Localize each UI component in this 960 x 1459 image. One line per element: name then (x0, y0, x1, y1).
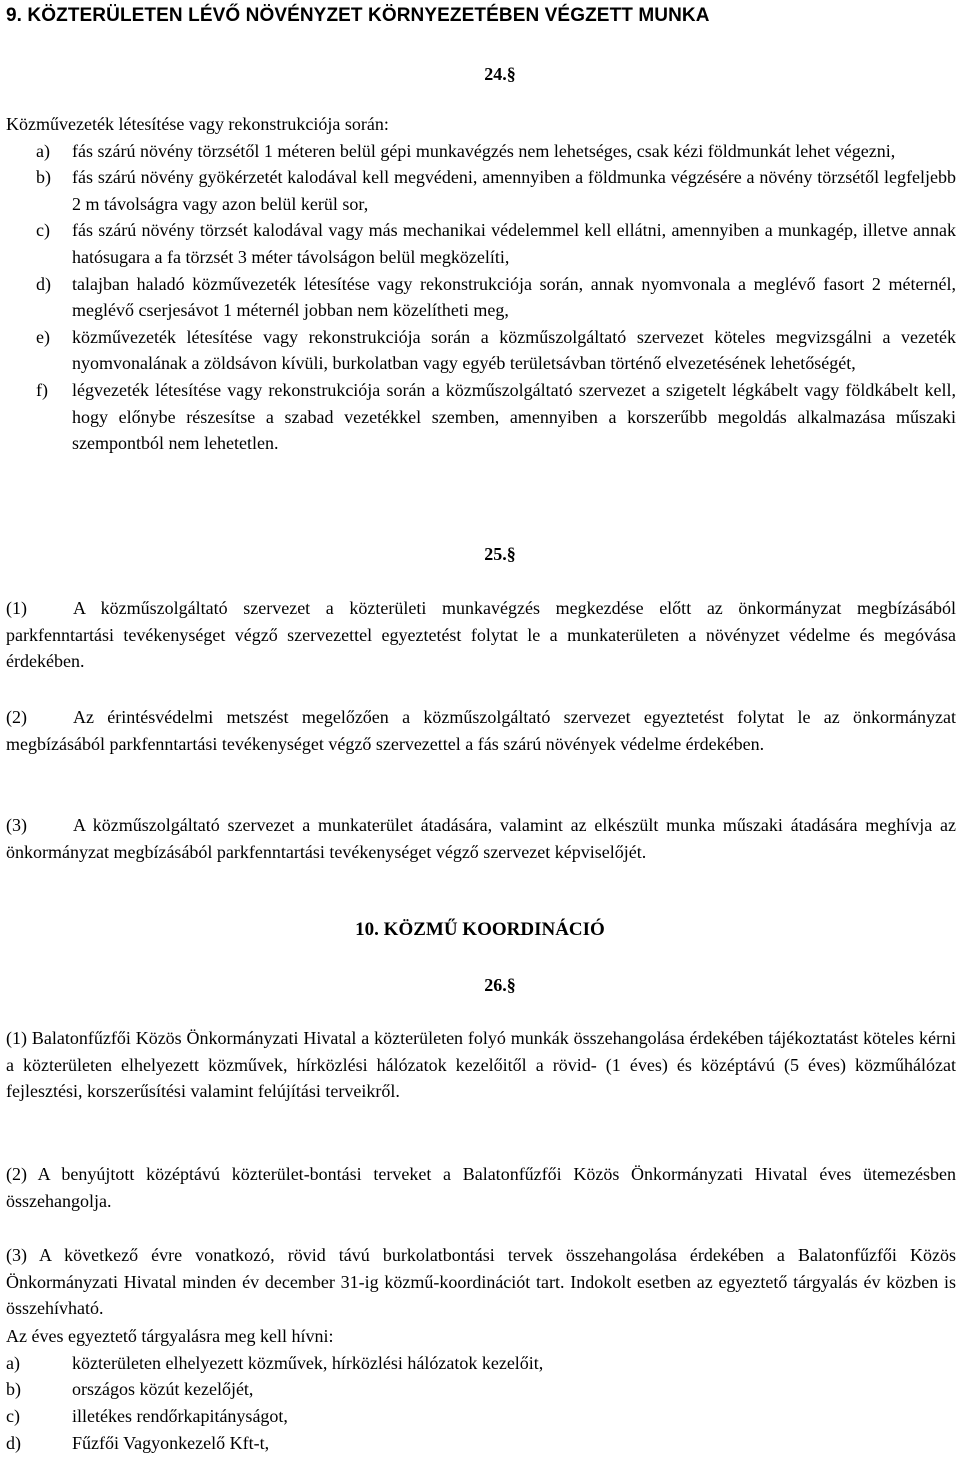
list-item-text: illetékes rendőrkapitányságot, (72, 1406, 288, 1427)
list-item-text: fás szárú növény törzsétől 1 méteren belül gépi munkavégzés nem lehetséges, csak kézi földmunkát lehet végezni, (72, 140, 896, 161)
list-item (6, 1403, 956, 1430)
paragraph-number: (3) (6, 815, 27, 835)
paragraph-number: (2) (6, 707, 27, 727)
section-25-paragraph-2 (6, 704, 956, 757)
list-marker: a) (6, 1352, 20, 1373)
list-item-text: fás szárú növény törzsét kalodával vagy más mechanikai védelemmel kell ellátni, amennyiben a munkagép, illetve annak hatósugara a fa törzsét 3 méter távolságon belül megközelíti, (72, 220, 956, 267)
paragraph-text: A közműszolgáltató szervezet a munkaterület átadására, valamint az elkészült munka műszaki átadására meghívja az önkormányzat megbízásából parkfenntartási tevékenységet végző szervezet képviselőjét. (6, 815, 956, 862)
list-item-text: országos közút kezelőjét, (72, 1379, 254, 1400)
list-item (6, 324, 956, 377)
list-item (6, 138, 956, 165)
list-item (6, 377, 956, 457)
section-25-number: 25.§ (484, 544, 516, 564)
section-24-number: 24.§ (484, 64, 516, 84)
section-24-body (6, 111, 956, 457)
list-marker: d) (36, 273, 51, 294)
list-item-text: talajban haladó közművezeték létesítése vagy rekonstrukciója során, annak nyomvonala a meglévő fasort 2 méternél, meglévő cserjesávot 1 méternél jobban nem közelítheti meg, (72, 273, 956, 321)
chapter-9-heading: 9. KÖZTERÜLETEN LÉVŐ NÖVÉNYZET KÖRNYEZETÉBEN VÉGZETT MUNKA (6, 5, 710, 26)
list-item (6, 1430, 956, 1457)
list-item-text: közművezeték létesítése vagy rekonstrukciója során a közműszolgáltató szervezet köteles megvizsgálni a vezeték nyomvonalának a zöldsávon kívüli, burkolatban vagy egyéb területsávban történő elvezetésének lehetőségét, (72, 326, 956, 374)
section-26-paragraph-2: (2) A benyújtott középtávú közterület-bontási terveket a Balatonfűzfői Közös Önkormányzati Hivatal éves ütemezésben összehangolja. (6, 1164, 956, 1211)
list-marker: d) (6, 1432, 21, 1453)
list-item (6, 1350, 956, 1377)
invite-list (6, 1323, 956, 1457)
list-item (6, 217, 956, 270)
section-25-paragraph-1 (6, 595, 956, 675)
list-item-text: fás szárú növény gyökérzetét kalodával kell megvédeni, amennyiben a földmunka végzésére a növény törzsétől legfeljebb 2 m távolságra vagy azon belül kerül sor, (72, 167, 956, 214)
paragraph-text: Az érintésvédelmi metszést megelőzően a közműszolgáltató szervezet egyeztetést folytat le az önkormányzat megbízásából parkfenntartási tevékenységet végző szervezettel a fás szárú növények védelme érdekében. (6, 707, 956, 754)
section-26-number: 26.§ (484, 975, 516, 995)
list-marker: f) (36, 379, 48, 400)
list-marker: c) (6, 1406, 20, 1427)
list-marker: b) (36, 167, 51, 188)
list-item-text: közterületen elhelyezett közművek, hírközlési hálózatok kezelőit, (72, 1352, 544, 1373)
section-24-intro: Közművezeték létesítése vagy rekonstrukciója során: (6, 114, 389, 134)
list-item (6, 271, 956, 324)
section-26-paragraph-1: (1) Balatonfűzfői Közös Önkormányzati Hivatal a közterületen folyó munkák összehangolása érdekében tájékoztatást köteles kérni a közterületen elhelyezett közművek, hírközlési hálózatok kezelőitől a rövid- (1 éves) és középtávú (5 éves) közműhálózat fejlesztési, korszerűsítési valamint felújítási terveikről. (6, 1028, 956, 1102)
list-item (6, 1376, 956, 1403)
chapter-10-heading: 10. KÖZMŰ KOORDINÁCIÓ (355, 919, 605, 940)
list-marker: e) (36, 326, 50, 347)
list-item-text: légvezeték létesítése vagy rekonstrukciója során a közműszolgáltató szervezet a szigetelt légkábelt vagy földkábelt kell, hogy előnybe részesítse a szabad vezetékkel szemben, amennyiben a korszerűbb megoldás alkalmazása műszaki szempontból nem lehetetlen. (72, 379, 956, 454)
paragraph-number: (1) (6, 598, 27, 618)
list-item-text: Fűzfői Vagyonkezelő Kft-t, (72, 1432, 270, 1453)
list-item (6, 164, 956, 217)
list-marker: c) (36, 220, 50, 241)
list-marker: a) (36, 140, 50, 161)
invite-intro: Az éves egyeztető tárgyalásra meg kell hívni: (6, 1326, 334, 1346)
list-marker: b) (6, 1379, 21, 1400)
paragraph-text: A közműszolgáltató szervezet a közterületi munkavégzés megkezdése előtt az önkormányzat megbízásából parkfenntartási tevékenységet végző szervezettel egyeztetést folytat le a munkaterületen a növényzet védelme és megóvása érdekében. (6, 598, 956, 672)
section-25-paragraph-3 (6, 812, 956, 865)
section-26-paragraph-3: (3) A következő évre vonatkozó, rövid távú burkolatbontási tervek összehangolása érdekében a Balatonfűzfői Közös Önkormányzati Hivatal minden év december 31-ig közmű-koordinációt tart. Indokolt esetben az egyeztető tárgyalás év közben is összehívható. (6, 1245, 956, 1319)
